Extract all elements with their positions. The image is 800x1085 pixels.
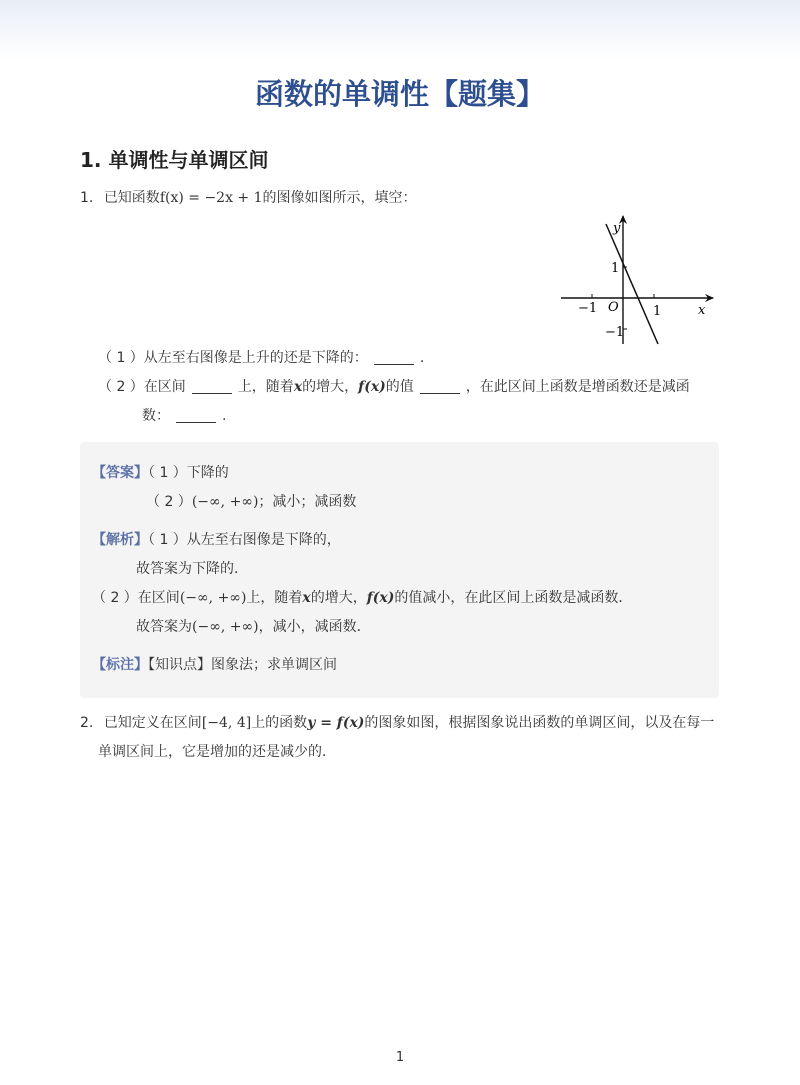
part-text: .	[419, 350, 425, 366]
analysis-text: 故答案为	[136, 619, 192, 635]
function-graph	[555, 212, 720, 352]
note-tag: 【标注】	[92, 657, 148, 673]
part-text: ，在此区间上函数是增函数还是减函	[465, 379, 690, 395]
stem-text: 已知函数	[103, 190, 160, 206]
stem-text: 上的函数	[251, 715, 308, 731]
note-text: 【知识点】图象法；求单调区间	[148, 657, 337, 673]
stem-formula: f(x) = −2x + 1	[159, 190, 263, 206]
question-1-part-2-continued	[142, 406, 226, 426]
answer-blank	[420, 381, 460, 394]
x-axis-label: x	[698, 303, 706, 318]
y-tick-label: −1	[605, 325, 625, 340]
part-text: 上，随着	[237, 379, 294, 395]
math-interval: (−∞, +∞)	[191, 494, 259, 510]
x-tick-label: −1	[578, 301, 598, 316]
question-number: 2.	[80, 715, 94, 731]
part-text: .	[222, 408, 227, 424]
math-interval: (−∞, +∞)	[179, 590, 247, 606]
part-text: （ 2 ）在区间	[98, 379, 186, 395]
section-heading: 1. 单调性与单调区间	[80, 148, 269, 172]
part-text: 数：	[142, 408, 170, 424]
answer-line-2	[146, 492, 356, 512]
analysis-line-4	[136, 617, 371, 637]
stem-text: 的图像如图所示，填空：	[262, 190, 417, 206]
stem-text: 已知定义在区间	[103, 715, 202, 731]
answer-blank	[176, 410, 216, 423]
origin-label: O	[608, 300, 619, 315]
question-2-stem	[80, 713, 714, 733]
question-1-part-1	[98, 348, 424, 368]
analysis-text: （ 2 ）在区间	[92, 590, 180, 606]
question-2-stem-continued: 单调区间上，它是增加的还是减少的．	[98, 744, 336, 760]
math-interval: [−4, 4]	[201, 715, 252, 731]
analysis-text: （ 1 ）从左至右图像是下降的，	[148, 532, 341, 548]
answer-blank	[192, 381, 232, 394]
y-tick-label: 1	[611, 261, 620, 276]
page-number: 1	[395, 1050, 405, 1065]
part-text: 的增大，	[302, 379, 359, 395]
analysis-line-2: 故答案为下降的．	[136, 561, 248, 577]
note-line	[92, 655, 337, 675]
analysis-text: 的增大，	[310, 590, 367, 606]
part-text: （ 1 ）从左至右图像是上升的还是下降的：	[98, 350, 368, 366]
answer-tag: 【答案】	[92, 465, 148, 481]
analysis-text: 的值减小，在此区间上函数是减函数．	[394, 590, 633, 606]
analysis-text: ，减小，减函数．	[258, 619, 371, 635]
math-interval: (−∞, +∞)	[192, 619, 259, 635]
analysis-line-3	[92, 588, 632, 608]
math-function: y = f(x)	[307, 715, 365, 731]
header-band	[0, 0, 800, 60]
x-tick-label: 1	[653, 304, 662, 319]
answer-text: ；减小；减函数	[258, 494, 357, 510]
question-1-stem	[80, 188, 417, 208]
answer-blank	[374, 352, 414, 365]
math-function: f(x)	[358, 379, 386, 395]
question-number: 1.	[80, 190, 94, 206]
answer-text: （ 2 ）	[146, 494, 192, 510]
analysis-tag: 【解析】	[92, 532, 148, 548]
stem-text: 的图象如图，根据图象说出函数的单调区间，以及在每一	[364, 715, 715, 731]
math-function: f(x)	[366, 590, 395, 606]
math-variable: x	[302, 590, 311, 606]
math-variable: x	[293, 379, 303, 395]
y-axis-label: y	[613, 221, 621, 236]
part-text: 的值	[385, 379, 414, 395]
question-1-part-2	[98, 377, 690, 397]
analysis-text: 上，随着	[246, 590, 303, 606]
page-title: 函数的单调性【题集】	[254, 77, 545, 111]
answer-line-1	[92, 463, 229, 483]
analysis-line-1	[92, 530, 341, 550]
answer-text: （ 1 ）下降的	[148, 465, 229, 481]
